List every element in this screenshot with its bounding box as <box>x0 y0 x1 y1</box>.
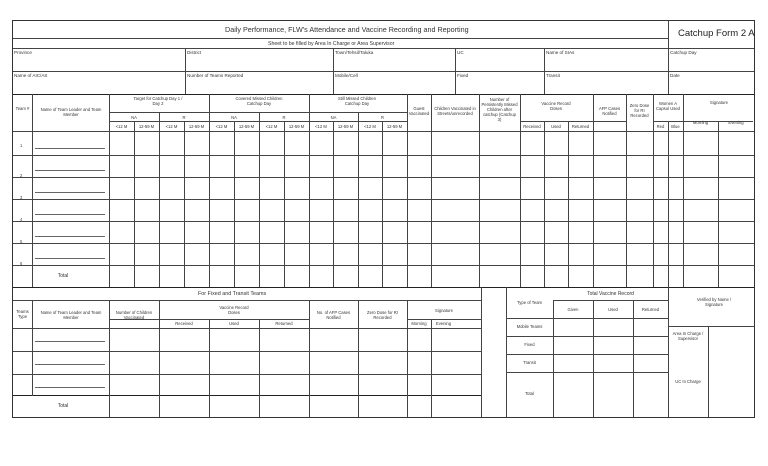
red-label: Red <box>656 124 665 129</box>
form-id: Catchup Form 2 A <box>678 28 755 39</box>
r-label: R <box>182 115 186 120</box>
r-label: R <box>282 115 286 120</box>
morning-label: Morning <box>692 120 709 125</box>
sia-label: Name of SIAs <box>546 50 575 55</box>
teams-reported-label: Number of Teams Reported <box>187 73 244 78</box>
women-header: Women A Capsul Used <box>656 101 680 111</box>
age-lt12-label: <12 M <box>315 124 327 129</box>
province-label: Province <box>14 50 32 55</box>
row-number: 1 <box>20 143 23 148</box>
type-of-team-header: Type of Team <box>516 300 543 305</box>
age-12-59-label: 12-59 M <box>188 124 205 129</box>
transit-label: Transit <box>546 73 560 78</box>
teams-type-header: Teams Type <box>16 309 29 319</box>
row-number: 4 <box>20 217 23 222</box>
evening-label: Evening <box>728 120 744 125</box>
date-label: Date <box>670 73 680 78</box>
na-label: NA <box>231 115 237 120</box>
catchup-form <box>12 20 755 418</box>
bottom-evening-label: Evening <box>435 321 452 326</box>
top-total-label: Total <box>57 273 69 279</box>
team-leader-header: Name of Team Leader and Team Member <box>40 107 102 117</box>
given-header: Given <box>567 307 579 312</box>
age-12-59-label: 12-59 M <box>238 124 255 129</box>
total-vaccine-record-title: Total Vaccine Record <box>587 291 634 297</box>
bottom-signature-header: Signature <box>435 308 453 313</box>
r-label: R <box>380 115 385 120</box>
uc-label: UC <box>457 50 464 55</box>
age-lt12-label: <12 M <box>215 124 228 129</box>
received-label: Received <box>523 124 541 129</box>
fixed-row-label: Fixed <box>524 342 535 347</box>
bottom-returned-label: Returned <box>275 321 293 326</box>
streets-header: Children Vaccinated in Streets/unrecorded <box>434 106 476 116</box>
blue-label: Blue <box>671 124 680 129</box>
district-label: District <box>187 50 202 55</box>
transit-row-label: Transit <box>523 360 536 365</box>
persistently-header: Number of Persistently Missed Children after catchup (Catchup 3) <box>481 97 518 122</box>
still-missed-header: Still Missed Children Catchup Day <box>338 96 376 106</box>
area-in-charge-label: Area In Charge / Supervisor <box>672 331 704 341</box>
form-title: Daily Performance, FLW's Attendance and Vaccine Recording and Reporting <box>225 25 469 34</box>
age-lt12-label: <12 M <box>165 124 178 129</box>
age-lt12-label: <12 M <box>115 124 128 129</box>
bottom-used-label: Used <box>229 321 239 326</box>
vaccine-record-header: Vaccine Record Doses <box>541 101 571 111</box>
summary-returned-header: Returned <box>641 307 660 312</box>
uc-in-charge-label: UC In Charge <box>675 379 701 384</box>
age-lt12-label: <12 M <box>265 124 278 129</box>
signature-header: Signature <box>710 100 728 105</box>
team-no-header: Team # <box>15 106 30 111</box>
bottom-received-label: Received <box>175 321 193 326</box>
summary-total-label: Total <box>525 391 534 396</box>
age-12-59-label: 12-59 M <box>337 124 354 129</box>
na-label: NA <box>330 115 337 120</box>
aic-label: Name of AIC/AS <box>14 73 48 78</box>
covered-header: Covered Missed Children Catchup Day <box>235 96 283 106</box>
row-number: 6 <box>20 261 23 266</box>
children-vaccinated-header: Number of Children Vaccinated <box>115 310 153 320</box>
row-number: 3 <box>20 195 23 200</box>
bottom-zero-dose-header: Zero Dose for RI Recorded <box>367 310 398 320</box>
bottom-total-label: Total <box>57 403 69 409</box>
mobile-label: Mobile/Cell <box>335 73 358 78</box>
afp-header: AFP Cases Notified <box>598 106 621 116</box>
age-12-59-label: 12-59 M <box>288 124 305 129</box>
verified-by-label: Verified by Name / Signature <box>696 297 732 307</box>
row-number: 5 <box>20 239 23 244</box>
summary-used-header: Used <box>608 307 618 312</box>
mobile-teams-label: Mobile Teams <box>516 324 543 329</box>
used-label: Used <box>551 124 561 129</box>
bottom-team-leader-header: Name of Team Leader and Team Member <box>40 310 102 320</box>
bottom-vaccine-record-header: Vaccine Record Doses <box>219 305 249 315</box>
fixed-transit-title: For Fixed and Transit Teams <box>198 291 267 297</box>
zero-dose-header: Zero Dose for RI Recorded <box>629 103 650 118</box>
age-lt12-label: <12 M <box>364 124 376 129</box>
age-12-59-label: 12-59 M <box>386 124 403 129</box>
town-label: Town/Tehsil/Taluka <box>335 50 374 55</box>
catchup-day-label: Catchup Day <box>670 50 697 55</box>
guest-header: Guest Vaccinated <box>408 106 430 116</box>
form-subtitle: Sheet to be filled by Area In Charge or Area Supervisor <box>268 41 395 47</box>
target-header: Target for Catchup Day 1 / Day 2 <box>133 96 183 106</box>
returned-label: Returned <box>571 124 590 129</box>
fixed-label: Fixed <box>457 73 469 78</box>
na-label: NA <box>131 115 137 120</box>
age-12-59-label: 12-59 M <box>138 124 155 129</box>
bottom-afp-header: No. of AFP Cases Notified <box>316 310 351 320</box>
bottom-morning-label: Morning <box>411 321 427 326</box>
row-number: 2 <box>20 173 23 178</box>
